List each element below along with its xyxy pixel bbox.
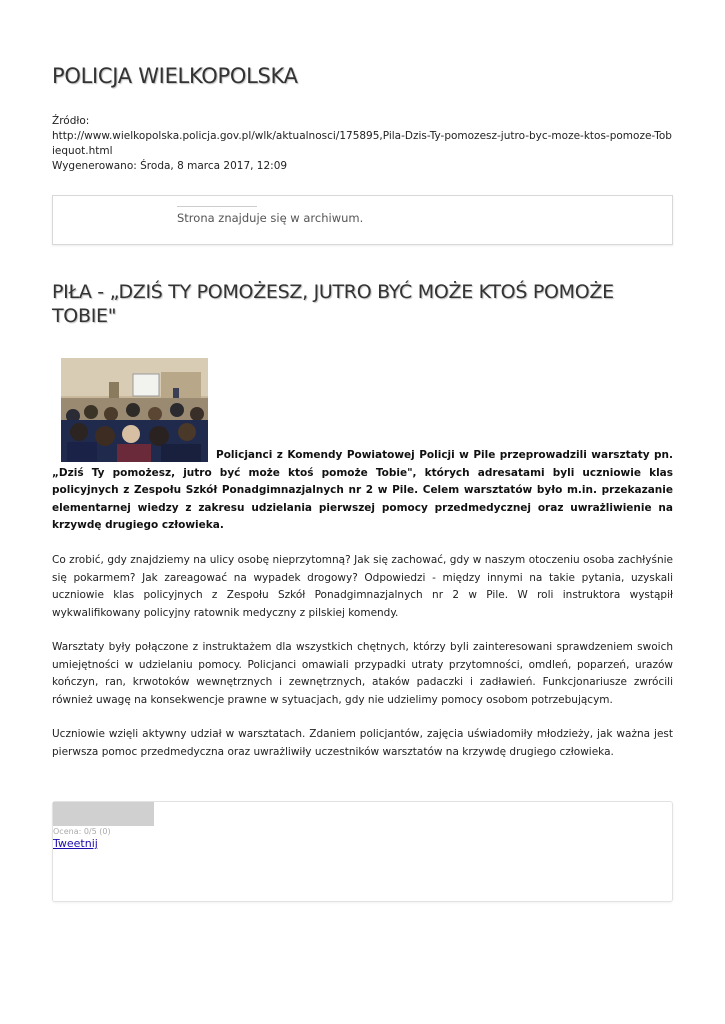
- archive-notice-box: [52, 195, 673, 245]
- article-lead: [52, 447, 673, 535]
- tweet-link[interactable]: Tweetnij: [53, 837, 98, 850]
- rating-share-box: [52, 801, 673, 902]
- source-meta: [52, 114, 673, 174]
- article-title: PIŁA - „DZIŚ TY POMOŻESZ, JUTRO BYĆ MOŻE KTOŚ POMOŻE TOBIE": [52, 281, 614, 327]
- article-paragraph-2: Warsztaty były połączone z instruktażem dla wszystkich chętnych, którzy byli zainteresowani sprawdzeniem swoich umiejętności w udzielaniu pomocy. Policjanci omawiali przypadki utraty przytomności, omdleń, poparzeń, urazów kończyn, ran, krwotoków wewnętrznych i zewnętrznych, ataków padaczki i zadławień. Funkcjonariusze zwrócili również uwagę na konsekwencje prawne w sytuacjach, gdy nie udzielimy pomocy osobom potrzebującym.: [52, 641, 673, 706]
- generated-date: Wygenerowano: Środa, 8 marca 2017, 12:09: [52, 160, 288, 172]
- site-title: POLICJA WIELKOPOLSKA: [52, 64, 298, 88]
- source-url: http://www.wielkopolska.policja.gov.pl/wlk/aktualnosci/175895,Pila-Dzis-Ty-pomozesz-jutro-byc-moze-ktos-pomoze-Tobiequot.html: [52, 130, 672, 157]
- article-paragraph-3: Uczniowie wzięli aktywny udział w warsztatach. Zdaniem policjantów, zajęcia uświadomiły młodzieży, jak ważna jest pierwsza pomoc przedmedyczna oraz uwrażliwiły uczestników warsztatów na krzywdę drugiego człowieka.: [52, 728, 673, 758]
- rating-stars-bar[interactable]: [53, 802, 154, 826]
- archive-notice: Strona znajduje się w archiwum.: [177, 211, 364, 225]
- rating-text: Ocena: 0/5 (0): [53, 827, 111, 836]
- source-label: Źródło:: [52, 115, 90, 127]
- archive-divider: [177, 206, 257, 207]
- article-lead-text: Policjanci z Komendy Powiatowej Policji w Pile przeprowadzili warsztaty pn. „Dziś Ty pomożesz, jutro być może ktoś pomoże Tobie", których adresatami byli uczniowie klas policyjnych z Zespołu Szkół Ponadgimnazjalnych nr 2 w Pile. Celem warsztatów było m.in. przekazanie elementarnej wiedzy z zakresu udzielania pierwszej pomocy przedmedycznej oraz uwrażliwienie na krzywdę drugiego człowieka.: [52, 449, 673, 531]
- article-paragraph-1: Co zrobić, gdy znajdziemy na ulicy osobę nieprzytomną? Jak się zachować, gdy w naszym otoczeniu osoba zachłyśnie się pokarmem? Jak zareagować na wypadek drogowy? Odpowiedzi - między innymi na takie pytania, uzyskali uczniowie klas policyjnych z Zespołu Szkół Ponadgimnazjalnych nr 2 w Pile. W roli instruktora wystąpił wykwalifikowany policyjny ratownik medyczny z pilskiej komendy.: [52, 554, 673, 619]
